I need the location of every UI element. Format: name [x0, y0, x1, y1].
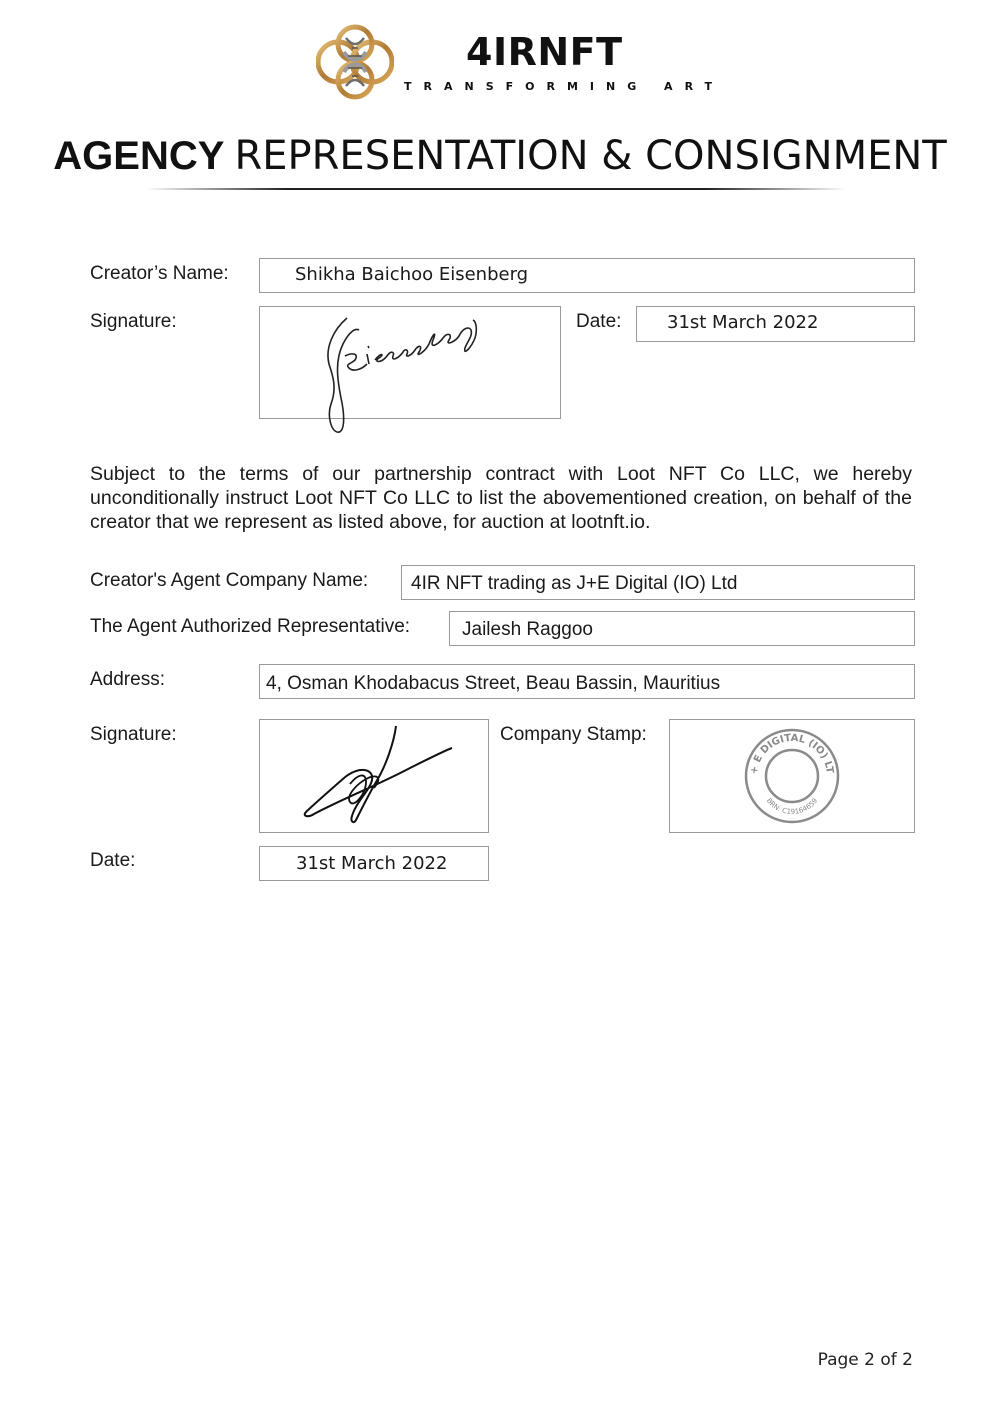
- agent-signature-label: Signature:: [90, 724, 177, 745]
- instruction-paragraph: Subject to the terms of our partnership contract with Loot NFT Co LLC, we hereby unconditionally instruct Loot NFT Co LLC to list the abovementioned creation, on behalf of the creator that we represent as listed above, for auction at lootnft.io.: [90, 463, 912, 533]
- agent-address-value: 4, Osman Khodabacus Street, Beau Bassin, Mauritius: [266, 673, 721, 694]
- creator-name-field[interactable]: [259, 258, 915, 293]
- creator-date-field[interactable]: [636, 306, 915, 342]
- title-divider: [146, 188, 846, 190]
- agent-date-field[interactable]: [259, 846, 489, 881]
- agent-company-label: Creator's Agent Company Name:: [90, 570, 369, 591]
- agent-rep-field[interactable]: [449, 611, 915, 646]
- creator-name-value: Shikha Baichoo Eisenberg: [295, 264, 529, 285]
- company-stamp-label: Company Stamp:: [500, 724, 647, 745]
- agent-date-value: 31st March 2022: [296, 853, 448, 874]
- title-bold: AGENCY: [53, 134, 225, 178]
- title-rest: REPRESENTATION & CONSIGNMENT: [234, 133, 947, 179]
- svg-text:BRN: C19164659: [765, 797, 819, 816]
- stamp-text-top: + E DIGITAL (IO) LT: [748, 732, 835, 776]
- brand-name: 4IRNFT: [466, 30, 623, 74]
- agent-rep-label: The Agent Authorized Representative:: [90, 616, 411, 637]
- logo-icon: [316, 22, 394, 102]
- creator-signature-image: [315, 308, 490, 438]
- creator-signature-label: Signature:: [90, 311, 177, 332]
- agent-address-field[interactable]: [259, 664, 915, 699]
- brand-tagline: TRANSFORMING ART: [404, 80, 725, 93]
- company-stamp-seal: [739, 727, 845, 825]
- document-title: [0, 132, 1000, 179]
- creator-date-label: Date:: [576, 311, 622, 332]
- agent-address-label: Address:: [90, 669, 165, 690]
- stamp-text-bottom: BRN: C19164659: [764, 796, 820, 817]
- agent-date-label: Date:: [90, 850, 136, 871]
- agent-company-field[interactable]: [401, 565, 915, 600]
- agent-rep-value: Jailesh Raggoo: [462, 619, 593, 640]
- agent-company-value: 4IR NFT trading as J+E Digital (IO) Ltd: [411, 573, 738, 594]
- creator-date-value: 31st March 2022: [667, 312, 819, 333]
- creator-name-label: Creator’s Name:: [90, 263, 229, 284]
- agent-signature-image: [300, 722, 460, 828]
- page-number: Page 2 of 2: [817, 1350, 913, 1370]
